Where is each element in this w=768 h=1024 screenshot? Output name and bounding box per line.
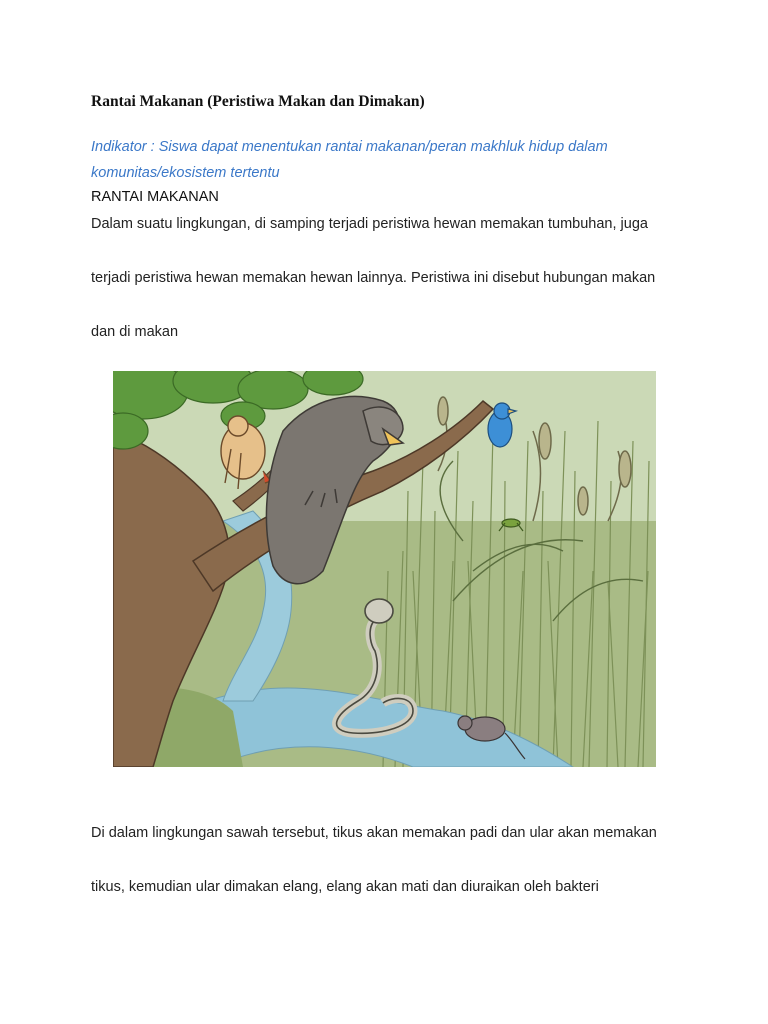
paragraph-line: Di dalam lingkungan sawah tersebut, tikus akan memakan padi dan ular akan memakan	[91, 825, 657, 841]
paragraph-line: Dalam suatu lingkungan, di samping terjadi peristiwa hewan memakan tumbuhan, juga	[91, 216, 648, 232]
food-chain-illustration	[113, 371, 656, 767]
section-heading: RANTAI MAKANAN	[91, 189, 219, 205]
document-title: Rantai Makanan (Peristiwa Makan dan Dimakan)	[91, 93, 425, 110]
paragraph-line: terjadi peristiwa hewan memakan hewan lainnya. Peristiwa ini disebut hubungan makan	[91, 270, 656, 286]
indikator-text: Indikator : Siswa dapat menentukan rantai makanan/peran makhluk hidup dalam komunitas/ekosistem tertentu	[91, 139, 608, 181]
paragraph-line: dan di makan	[91, 324, 179, 340]
paragraph-line: tikus, kemudian ular dimakan elang, elang akan mati dan diuraikan oleh bakteri	[91, 879, 599, 895]
